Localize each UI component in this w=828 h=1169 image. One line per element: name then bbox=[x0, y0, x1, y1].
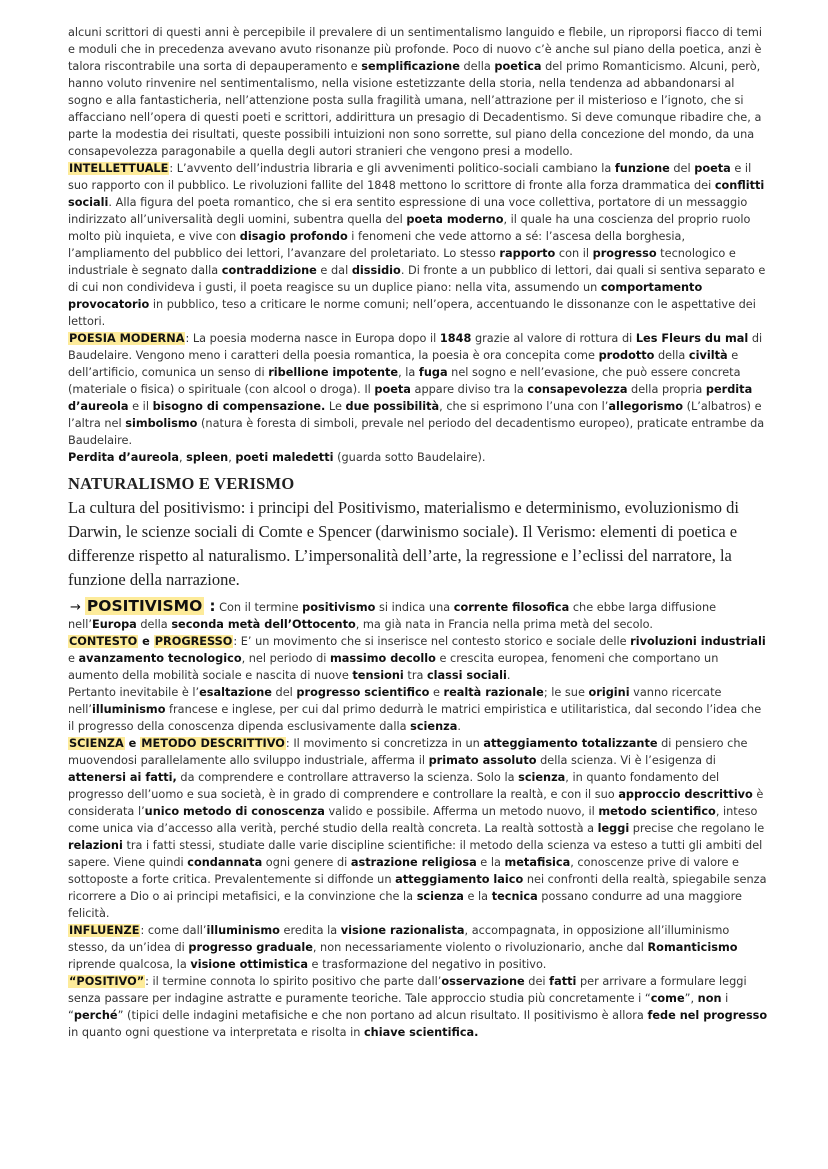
text-run: vanno ricercate nell’ bbox=[68, 686, 722, 716]
text-run: , il quale ha una coscienza del proprio ruolo molto più inquieta, e vive con bbox=[68, 213, 751, 243]
text-run: di pensiero che muovendosi parallelamente allo sviluppo industriale, afferma il bbox=[68, 737, 748, 767]
text-run: ”, bbox=[684, 992, 698, 1005]
bold-term: conflitti sociali bbox=[68, 179, 765, 209]
bold-term: non bbox=[697, 992, 722, 1005]
text-run: i “ bbox=[68, 992, 729, 1022]
text-run: (guarda sotto Baudelaire). bbox=[333, 451, 486, 464]
text-run: da comprendere e controllare attraverso la scienza. Solo la bbox=[176, 771, 519, 784]
text-run: appare diviso tra la bbox=[410, 383, 528, 396]
text-run: e bbox=[68, 652, 79, 665]
bold-term: rivoluzioni industriali bbox=[630, 635, 766, 648]
bold-term: seconda metà dell’Ottocento bbox=[171, 618, 356, 631]
bold-term: poeta bbox=[374, 383, 411, 396]
text-run: della bbox=[654, 349, 689, 362]
highlighted-label: PROGRESSO bbox=[154, 635, 233, 648]
bold-term: poeta bbox=[694, 162, 731, 175]
bold-term: prodotto bbox=[598, 349, 655, 362]
text-run: e dal bbox=[316, 264, 352, 277]
bold-term: progresso scientifico bbox=[296, 686, 430, 699]
bold-term: e bbox=[138, 635, 154, 648]
text-run: e crescita europea, fenomeni che comportano un aumento della mobilità sociale e nascita di nuove bbox=[68, 652, 719, 682]
bold-term: Romanticismo bbox=[647, 941, 738, 954]
text-run: grazie al valore di rottura di bbox=[471, 332, 636, 345]
bold-term: fede nel progresso bbox=[647, 1009, 768, 1022]
positivo-paragraph bbox=[68, 973, 768, 1041]
text-run: riprende qualcosa, la bbox=[68, 958, 191, 971]
bold-term: esaltazione bbox=[199, 686, 272, 699]
text-run: ogni genere di bbox=[262, 856, 351, 869]
bold-term: poeti maledetti bbox=[235, 451, 334, 464]
text-run: , bbox=[178, 451, 187, 464]
text-run: nel sogno e nell’evasione, che può essere concreta (materiale o fisica) o spirituale (con alcool o droga). Il bbox=[68, 366, 741, 396]
text-run: della scienza. Vi è l’esigenza di bbox=[536, 754, 716, 767]
bold-term: atteggiamento totalizzante bbox=[483, 737, 658, 750]
bold-term: ribellione impotente bbox=[268, 366, 399, 379]
text-run: Con il termine bbox=[215, 601, 303, 614]
bold-term: due possibilità bbox=[345, 400, 440, 413]
bold-term: Europa bbox=[91, 618, 137, 631]
text-run: . bbox=[506, 669, 511, 682]
text-run: : come dall’ bbox=[140, 924, 207, 937]
bold-term: disagio profondo bbox=[239, 230, 348, 243]
bold-term: illuminismo bbox=[91, 703, 166, 716]
bold-term: progresso graduale bbox=[188, 941, 313, 954]
bold-term: chiave scientifica. bbox=[363, 1026, 479, 1039]
bold-term: origini bbox=[588, 686, 630, 699]
text-run: , bbox=[228, 451, 236, 464]
highlighted-label: INTELLETTUALE bbox=[69, 162, 169, 175]
text-run: tra bbox=[403, 669, 427, 682]
bold-term: scienza bbox=[518, 771, 566, 784]
text-run: e dell’artificio, comunica un senso di bbox=[68, 349, 739, 379]
bold-term: rapporto bbox=[499, 247, 556, 260]
text-run: è considerata l’ bbox=[68, 788, 764, 818]
bold-term: funzione bbox=[614, 162, 670, 175]
text-run: e trasformazione del negativo in positivo. bbox=[307, 958, 547, 971]
text-run: nei confronti della realtà, spiegabile senza ricorrere a Dio o ai principi metafisici, e la convinzione che la bbox=[68, 873, 767, 903]
bold-term: perdita d’aureola bbox=[68, 383, 753, 413]
bold-term: simbolismo bbox=[125, 417, 198, 430]
text-run: valido e possibile. Afferma un metodo nuovo, il bbox=[324, 805, 599, 818]
text-run: del bbox=[271, 686, 297, 699]
bold-term: condannata bbox=[187, 856, 263, 869]
text-run: : La poesia moderna nasce in Europa dopo il bbox=[185, 332, 440, 345]
influenze-paragraph bbox=[68, 922, 768, 973]
perdita-aureola-line bbox=[68, 449, 768, 466]
bold-term: atteggiamento laico bbox=[395, 873, 524, 886]
bold-term: civiltà bbox=[688, 349, 728, 362]
text-run: della bbox=[459, 60, 495, 73]
text-run: del bbox=[669, 162, 695, 175]
bold-term: attenersi ai fatti, bbox=[68, 771, 177, 784]
bold-term: bisogno di compensazione. bbox=[152, 400, 326, 413]
text-run: tecnologico e industriale è segnato dalla bbox=[68, 247, 736, 277]
bold-term: classi sociali bbox=[426, 669, 507, 682]
highlighted-label: SCIENZA bbox=[69, 737, 124, 750]
text-run: Le bbox=[325, 400, 346, 413]
text-run: eredita la bbox=[279, 924, 341, 937]
highlighted-label: CONTESTO bbox=[69, 635, 138, 648]
text-run: dei bbox=[524, 975, 550, 988]
bold-term: perché bbox=[73, 1009, 118, 1022]
section-intro: La cultura del positivismo: i principi del Positivismo, materialismo e determinismo, evoluzionismo di Darwin, le scienze sociali di Comte e Spencer (darwinismo sociale). Il Verismo: elementi di poetica e differenze rispetto al naturalismo. L’impersonalità dell’arte, la regressione e l’eclissi del narratore, la funzione della narrazione. bbox=[68, 498, 739, 589]
arrow-right-icon: → bbox=[70, 600, 81, 615]
bold-term: fatti bbox=[549, 975, 577, 988]
text-run: si indica una bbox=[375, 601, 454, 614]
bold-term: visione ottimistica bbox=[190, 958, 308, 971]
bold-term: massimo decollo bbox=[330, 652, 436, 665]
text-run: : Il movimento si concretizza in un bbox=[285, 737, 484, 750]
text-run: , ma già nata in Francia nella prima metà del secolo. bbox=[355, 618, 653, 631]
bold-term: e bbox=[124, 737, 141, 750]
bold-term: come bbox=[650, 992, 685, 1005]
bold-term: metafisica bbox=[504, 856, 571, 869]
text-run: e la bbox=[463, 890, 492, 903]
bold-term: Perdita d’aureola bbox=[68, 451, 179, 464]
positivismo-title: POSITIVISMO bbox=[86, 597, 203, 615]
bold-term: spleen bbox=[186, 451, 229, 464]
text-run: , accompagnata, in opposizione all’illuminismo stesso, da un’idea di bbox=[68, 924, 730, 954]
bold-term: scienza bbox=[410, 720, 458, 733]
text-run: della bbox=[136, 618, 172, 631]
text-run: precise che regolano le bbox=[629, 822, 765, 835]
text-run: : il termine connota lo spirito positivo che parte dall’ bbox=[145, 975, 442, 988]
text-run: , che si esprimono l’una con l’ bbox=[439, 400, 609, 413]
text-run: e bbox=[429, 686, 444, 699]
bold-term: consapevolezza bbox=[527, 383, 628, 396]
pertanto-paragraph bbox=[68, 684, 768, 735]
scienza-paragraph bbox=[68, 735, 768, 922]
text-run: del primo Romanticismo. Alcuni, però, hanno voluto rinvenire nel sentimentalismo, nella visione estetizzante della storia, nella tendenza ad abbandonarsi al sogno e alla fantasticheria, nell’attenzione posta sulla fragilità umana, nell’attrazione per il misterioso e l’ignoto, che si affacciano nell’opera di questi poeti e scrittori, addirittura un presagio di Decadentismo. Si deve comunque ribadire che, a parte la modestia dei risultati, queste possibili intuizioni non sono sorrette, sul piano della concezione del mondo, da una consapevolezza paragonabile a quella degli autori stranieri che vengono presi a modello. bbox=[68, 60, 762, 158]
bold-term: astrazione religiosa bbox=[350, 856, 477, 869]
section-heading: NATURALISMO E VERISMO bbox=[68, 474, 295, 493]
highlighted-label: INFLUENZE bbox=[69, 924, 140, 937]
highlighted-label: METODO DESCRITTIVO bbox=[141, 737, 285, 750]
bold-term: fuga bbox=[418, 366, 448, 379]
text-run: . bbox=[457, 720, 461, 733]
bold-term: Les Fleurs du mal bbox=[635, 332, 749, 345]
highlighted-label: POESIA MODERNA bbox=[69, 332, 185, 345]
text-run: Pertanto inevitabile è l’ bbox=[68, 686, 200, 699]
text-run: , la bbox=[398, 366, 419, 379]
text-run: tra i fatti stessi, studiate dalle varie discipline scientifiche: il metodo della scienza va esteso a tutti gli ambiti del sapere. Viene quindi bbox=[68, 839, 763, 869]
text-run: con il bbox=[555, 247, 593, 260]
bold-term: positivismo bbox=[302, 601, 376, 614]
text-run: , nel periodo di bbox=[241, 652, 331, 665]
text-run: ; le sue bbox=[543, 686, 589, 699]
text-run: e la bbox=[476, 856, 505, 869]
bold-term: 1848 bbox=[439, 332, 472, 345]
bold-term: relazioni bbox=[68, 839, 123, 852]
text-run: in quanto ogni questione va interpretata e risolta in bbox=[68, 1026, 364, 1039]
text-run: di Baudelaire. Vengono meno i caratteri della poesia romantica, la poesia è ora concepita come bbox=[68, 332, 763, 362]
text-run: (L’albatros) e l’altra nel bbox=[68, 400, 762, 430]
highlighted-label: “POSITIVO” bbox=[69, 975, 145, 988]
document-page bbox=[68, 24, 768, 1041]
bold-term: comportamento provocatorio bbox=[68, 281, 703, 311]
text-run: e il suo rapporto con il pubblico. Le rivoluzioni fallite del 1848 mettono lo scrittore di fronte alla forza drammatica dei bbox=[68, 162, 752, 192]
text-run: . Alla figura del poeta romantico, che si era sentito espressione di una voce collettiva, portatore di un messaggio indirizzato all’universalità degli uomini, subentra quella del bbox=[68, 196, 748, 226]
text-run: ” (tipici delle indagini metafisiche e che non portano ad alcun risultato. Il positivismo è allora bbox=[117, 1009, 648, 1022]
text-run: , non necessariamente violento o rivoluzionario, anche dal bbox=[312, 941, 648, 954]
poesia-moderna-paragraph bbox=[68, 330, 768, 449]
bold-term: poeta moderno bbox=[406, 213, 504, 226]
text-run: in pubblico, teso a criticare le norme comuni; nell’opera, accentuando le dissonanze con le aspettative dei lettori. bbox=[68, 298, 756, 328]
bold-term: contraddizione bbox=[221, 264, 317, 277]
bold-term: dissidio bbox=[351, 264, 401, 277]
intellettuale-paragraph bbox=[68, 160, 768, 330]
text-run: : L’avvento dell’industria libraria e gli avvenimenti politico-sociali cambiano la bbox=[169, 162, 615, 175]
bold-term: osservazione bbox=[441, 975, 525, 988]
positivismo-colon: : bbox=[204, 597, 216, 615]
bold-term: progresso bbox=[592, 247, 657, 260]
bold-term: leggi bbox=[597, 822, 630, 835]
bold-term: allegorismo bbox=[608, 400, 683, 413]
positivismo-paragraph bbox=[68, 598, 768, 633]
bold-term: tensioni bbox=[352, 669, 404, 682]
contesto-paragraph bbox=[68, 633, 768, 684]
bold-term: scienza bbox=[416, 890, 464, 903]
bold-term: avanzamento tecnologico bbox=[78, 652, 242, 665]
text-run: , inteso come unica via d’accesso alla verità, perché studio della realtà concreta. La realtà sottostà a bbox=[68, 805, 758, 835]
bold-term: realtà razionale bbox=[443, 686, 544, 699]
intro-paragraph bbox=[68, 24, 768, 160]
text-run: possano condurre ad una maggiore felicità. bbox=[68, 890, 742, 920]
text-run: i fenomeni che vede attorno a sé: l’ascesa della borghesia, l’ampliamento del pubblico dei lettori, l’avanzare del proletariato. Lo stesso bbox=[68, 230, 686, 260]
text-run: e il bbox=[128, 400, 153, 413]
text-run: : E’ un movimento che si inserisce nel contesto storico e sociale delle bbox=[233, 635, 631, 648]
bold-term: visione razionalista bbox=[340, 924, 465, 937]
bold-term: primato assoluto bbox=[428, 754, 537, 767]
text-run: alcuni scrittori di questi anni è percepibile il prevalere di un sentimentalismo languido e flebile, un riproporsi fiacco di temi e moduli che in precedenza avevano avuto risonanze più profonde. Poco di nuovo c’è anche sul piano della poetica, anzi è talora riscontrabile una sorta di depauperamento e bbox=[68, 26, 763, 73]
bold-term: illuminismo bbox=[206, 924, 280, 937]
bold-term: approccio descrittivo bbox=[618, 788, 753, 801]
text-run: che ebbe larga diffusione nell’ bbox=[68, 601, 717, 631]
text-run: (natura è foresta di simboli, prevale nel periodo del decadentismo europeo), praticate entrambe da Baudelaire. bbox=[68, 417, 765, 447]
bold-term: corrente filosofica bbox=[453, 601, 570, 614]
bold-term: unico metodo di conoscenza bbox=[144, 805, 325, 818]
text-run: , in quanto fondamento del progresso dell’uomo e sua società, è in grado di comprendere e controllare la realtà, e con il suo bbox=[68, 771, 720, 801]
text-run: . Di fronte a un pubblico di lettori, dai quali si sentiva separato e di cui non condivideva i gusti, il poeta reagisce su un duplice piano: nella vita, assumendo un bbox=[68, 264, 766, 294]
text-run: , conoscenze prive di valore e sottoposte a forte critica. Prevalentemente si diffonde un bbox=[68, 856, 739, 886]
text-run: della propria bbox=[627, 383, 706, 396]
bold-term: semplificazione bbox=[361, 60, 460, 73]
bold-term: metodo scientifico bbox=[598, 805, 716, 818]
text-run: per arrivare a formulare leggi senza passare per indagine astratte e puramente teoriche. Tale approccio studia più concretamente i “ bbox=[68, 975, 747, 1005]
bold-term: tecnica bbox=[491, 890, 538, 903]
text-run: francese e inglese, per cui dal primo dedurrà le matrici empiristica e utilitaristica, dal secondo l’idea che il progresso della conoscenza dipenda esclusivamente dalla bbox=[68, 703, 762, 733]
bold-term: poetica bbox=[494, 60, 542, 73]
